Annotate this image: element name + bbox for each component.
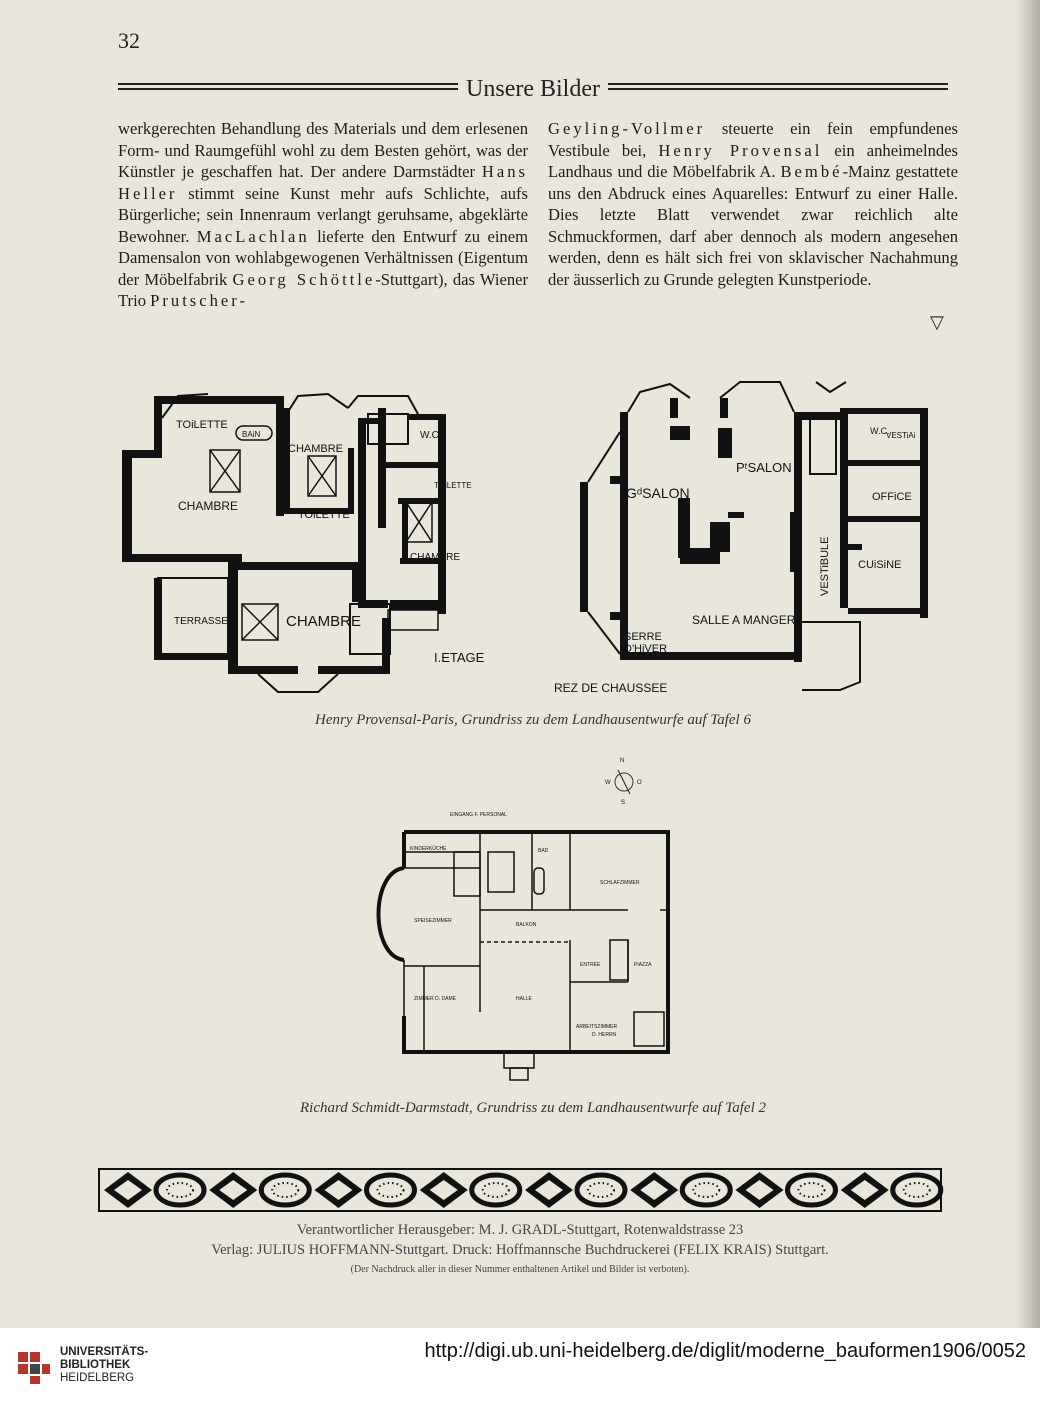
frieze-diamond [841,1172,889,1208]
caption-plan-schmidt: Richard Schmidt-Darmstadt, Grundriss zu dem Landhausentwurfe auf Tafel 2 [300,1100,766,1116]
library-name-line: BIBLIOTHEK [60,1359,131,1371]
label-bain: BAiN [242,430,261,439]
frieze-dotted-oval [378,1183,404,1197]
label-grand-salon: GᵈSALON [626,485,690,501]
frieze-oval [472,1175,520,1205]
running-header [118,76,948,106]
compass-o: O [637,780,642,786]
imprint-editor: Verantwortlicher Herausgeber: M. J. GRADL-Stuttgart, Rotenwaldstrasse 23 [296,1222,744,1238]
plan-walls [122,396,446,674]
library-footer [0,1328,1040,1402]
label-vestiaire: VESTiAi [886,431,916,440]
text-run: ein anheimelndes Landhaus und die Möbelfabrik A. [548,140,959,181]
name-maclachlan: MacLachlan [196,226,310,246]
text-run: steuerte ein fein empfundenes Vestibule bei, [548,119,958,160]
label-serre: SERRE [624,631,662,643]
frieze-units [104,1172,941,1208]
label-terrasse: TERRASSE [174,616,228,627]
label-arbeitszimmer: ARBEITSZIMMER [576,1024,618,1030]
imprint-publisher: Verlag: JULIUS HOFFMANN-Stuttgart. Druck: Hoffmannsche Buchdruckerei (FELIX KRAIS) Stuttgart. [211,1242,829,1258]
frieze-diamond [420,1172,468,1208]
frieze-diamond [104,1172,152,1208]
label-chambre-c: CHAMBRE [410,552,461,563]
name-hans-heller: Hans Heller [118,162,528,203]
floor-plan-schmidt [370,806,690,1090]
label-salle-a-manger: SALLE A MANGER [692,613,796,627]
label-chambre-b: CHAMBRE [178,499,239,513]
text-column-left [118,118,528,312]
frieze-dotted-oval [693,1183,719,1197]
label-bad: BAD [538,848,549,854]
frieze-oval [893,1175,941,1205]
label-dhiver: D'HiVER [624,643,668,655]
label-toilette-mid: TOiLETTE [298,509,350,521]
label-zimmer-dame: ZIMMER D. DAME [414,996,456,1002]
library-name-line: UNIVERSITÄTS- [60,1346,149,1358]
text-run: -Mainz gestattete uns den Abdruck eines Aquarelles: Entwurf zu einer Halle. Dies letzte Blatt verwendet zwar reichlich alte Schmuckformen, darf aber dennoch als modern angesehen werden, denn es hält sich frei von sklavischer Nachahmung der äusserlich zu Grunde gelegten Kunstperiode. [548,162,959,289]
label-toilette-top: TOiLETTE [176,419,228,431]
name-henry-provensal: Henry Provensal [658,140,823,160]
label-vestibule: VESTiBULE [819,536,831,596]
frieze-dotted-oval [588,1183,614,1197]
frieze-oval [261,1175,309,1205]
label-rez-de-chaussee: REZ DE CHAUSSEE [554,681,668,695]
plan-inner-walls [404,832,668,1080]
label-wc: W.C. [870,426,890,436]
frieze-diamond [736,1172,784,1208]
frieze-dotted-oval [167,1183,193,1197]
label-herrn: D. HERRN [592,1032,617,1038]
label-piazza: PIAZZA [634,962,652,968]
compass-w: W [605,780,611,786]
frieze-dotted-oval [483,1183,509,1197]
label-speisezimmer: SPEISEZIMMER [414,918,452,924]
text-run: lieferte den Entwurf zu einem Damensalon von wohlabgewogenen Verhältnissen (Eigentum der Möbelfabrik [118,226,528,289]
compass-rose [604,756,644,806]
label-etage: I.ETAGE [434,650,485,665]
frieze-oval [788,1175,836,1205]
name-bembe: Bembé [780,162,843,181]
label-toilette-small: TOiLETTE [434,481,472,490]
label-cuisine: CUiSiNE [858,559,902,571]
label-halle: HALLE [516,996,532,1002]
permalink-url[interactable]: http://digi.ub.uni-heidelberg.de/diglit/moderne_bauformen1906/0052 [424,1340,1026,1362]
library-name-line: HEIDELBERG [60,1372,135,1384]
frieze-diamond [315,1172,363,1208]
library-logo-icon [14,1346,54,1386]
frieze-diamond [209,1172,257,1208]
text-run: werkgerechten Behandlung des Materials und dem erlesenen Form- und Raumgefühl wohl zu dem Besten gehört, was der Künstler je geschaffen hat. Der andere Darmstädter [118,119,528,181]
page-number: 32 [118,28,140,53]
text-run: -Stuttgart), das Wiener Trio [118,269,529,310]
frieze-dotted-oval [272,1183,298,1197]
label-wc: W.C. [420,430,442,441]
label-eingang: EINGANG F. PERSONAL [450,812,507,818]
end-mark: ▽ [930,312,944,332]
name-prutscher: Prutscher- [150,291,249,310]
frieze-oval [367,1175,415,1205]
imprint-notice: (Der Nachdruck aller in dieser Nummer enthaltenen Artikel und Bilder ist verboten). [350,1264,690,1275]
frieze-dotted-oval [799,1183,825,1197]
name-georg-schoettle: Georg Schöttle [232,269,376,289]
frieze-oval [156,1175,204,1205]
label-balkon: BALKON [516,922,537,928]
text-run: stimmt seine Kunst mehr aufs Schlichte, aufs Bürgerliche; sein Innenraum verlangt geruhsame, abgeklärte Bewohner. [118,183,528,246]
label-chambre-big: CHAMBRE [286,613,362,630]
frieze-diamond [525,1172,573,1208]
frieze-oval [577,1175,625,1205]
text-column-right [548,118,958,290]
label-kinderkueche: KINDERKÜCHE [410,846,447,852]
label-chambre-a: CHAMBRE [288,443,344,455]
frieze-dotted-oval [904,1183,930,1197]
header-title: Unsere Bilder [466,76,600,102]
header-rule-right [608,83,948,90]
label-office: OFFiCE [872,491,912,503]
label-schlafzimmer: SCHLAFZIMMER [600,880,640,886]
compass-n: N [620,758,625,764]
floor-plan-etage [118,378,518,698]
name-geyling-vollmer: Geyling-Vollmer [548,119,706,138]
label-entree: ENTRÉE [580,962,601,968]
label-petit-salon: PᵗSALON [736,460,792,475]
frieze-oval [682,1175,730,1205]
ornamental-frieze [98,1168,942,1212]
library-name [60,1346,148,1385]
caption-plan-provensal: Henry Provensal-Paris, Grundriss zu dem Landhausentwurfe auf Tafel 6 [315,712,751,728]
floor-plan-rez-de-chaussee [554,372,940,702]
compass-s: S [621,800,626,806]
frieze-diamond [630,1172,678,1208]
page-edge-shadow [1016,0,1040,1328]
